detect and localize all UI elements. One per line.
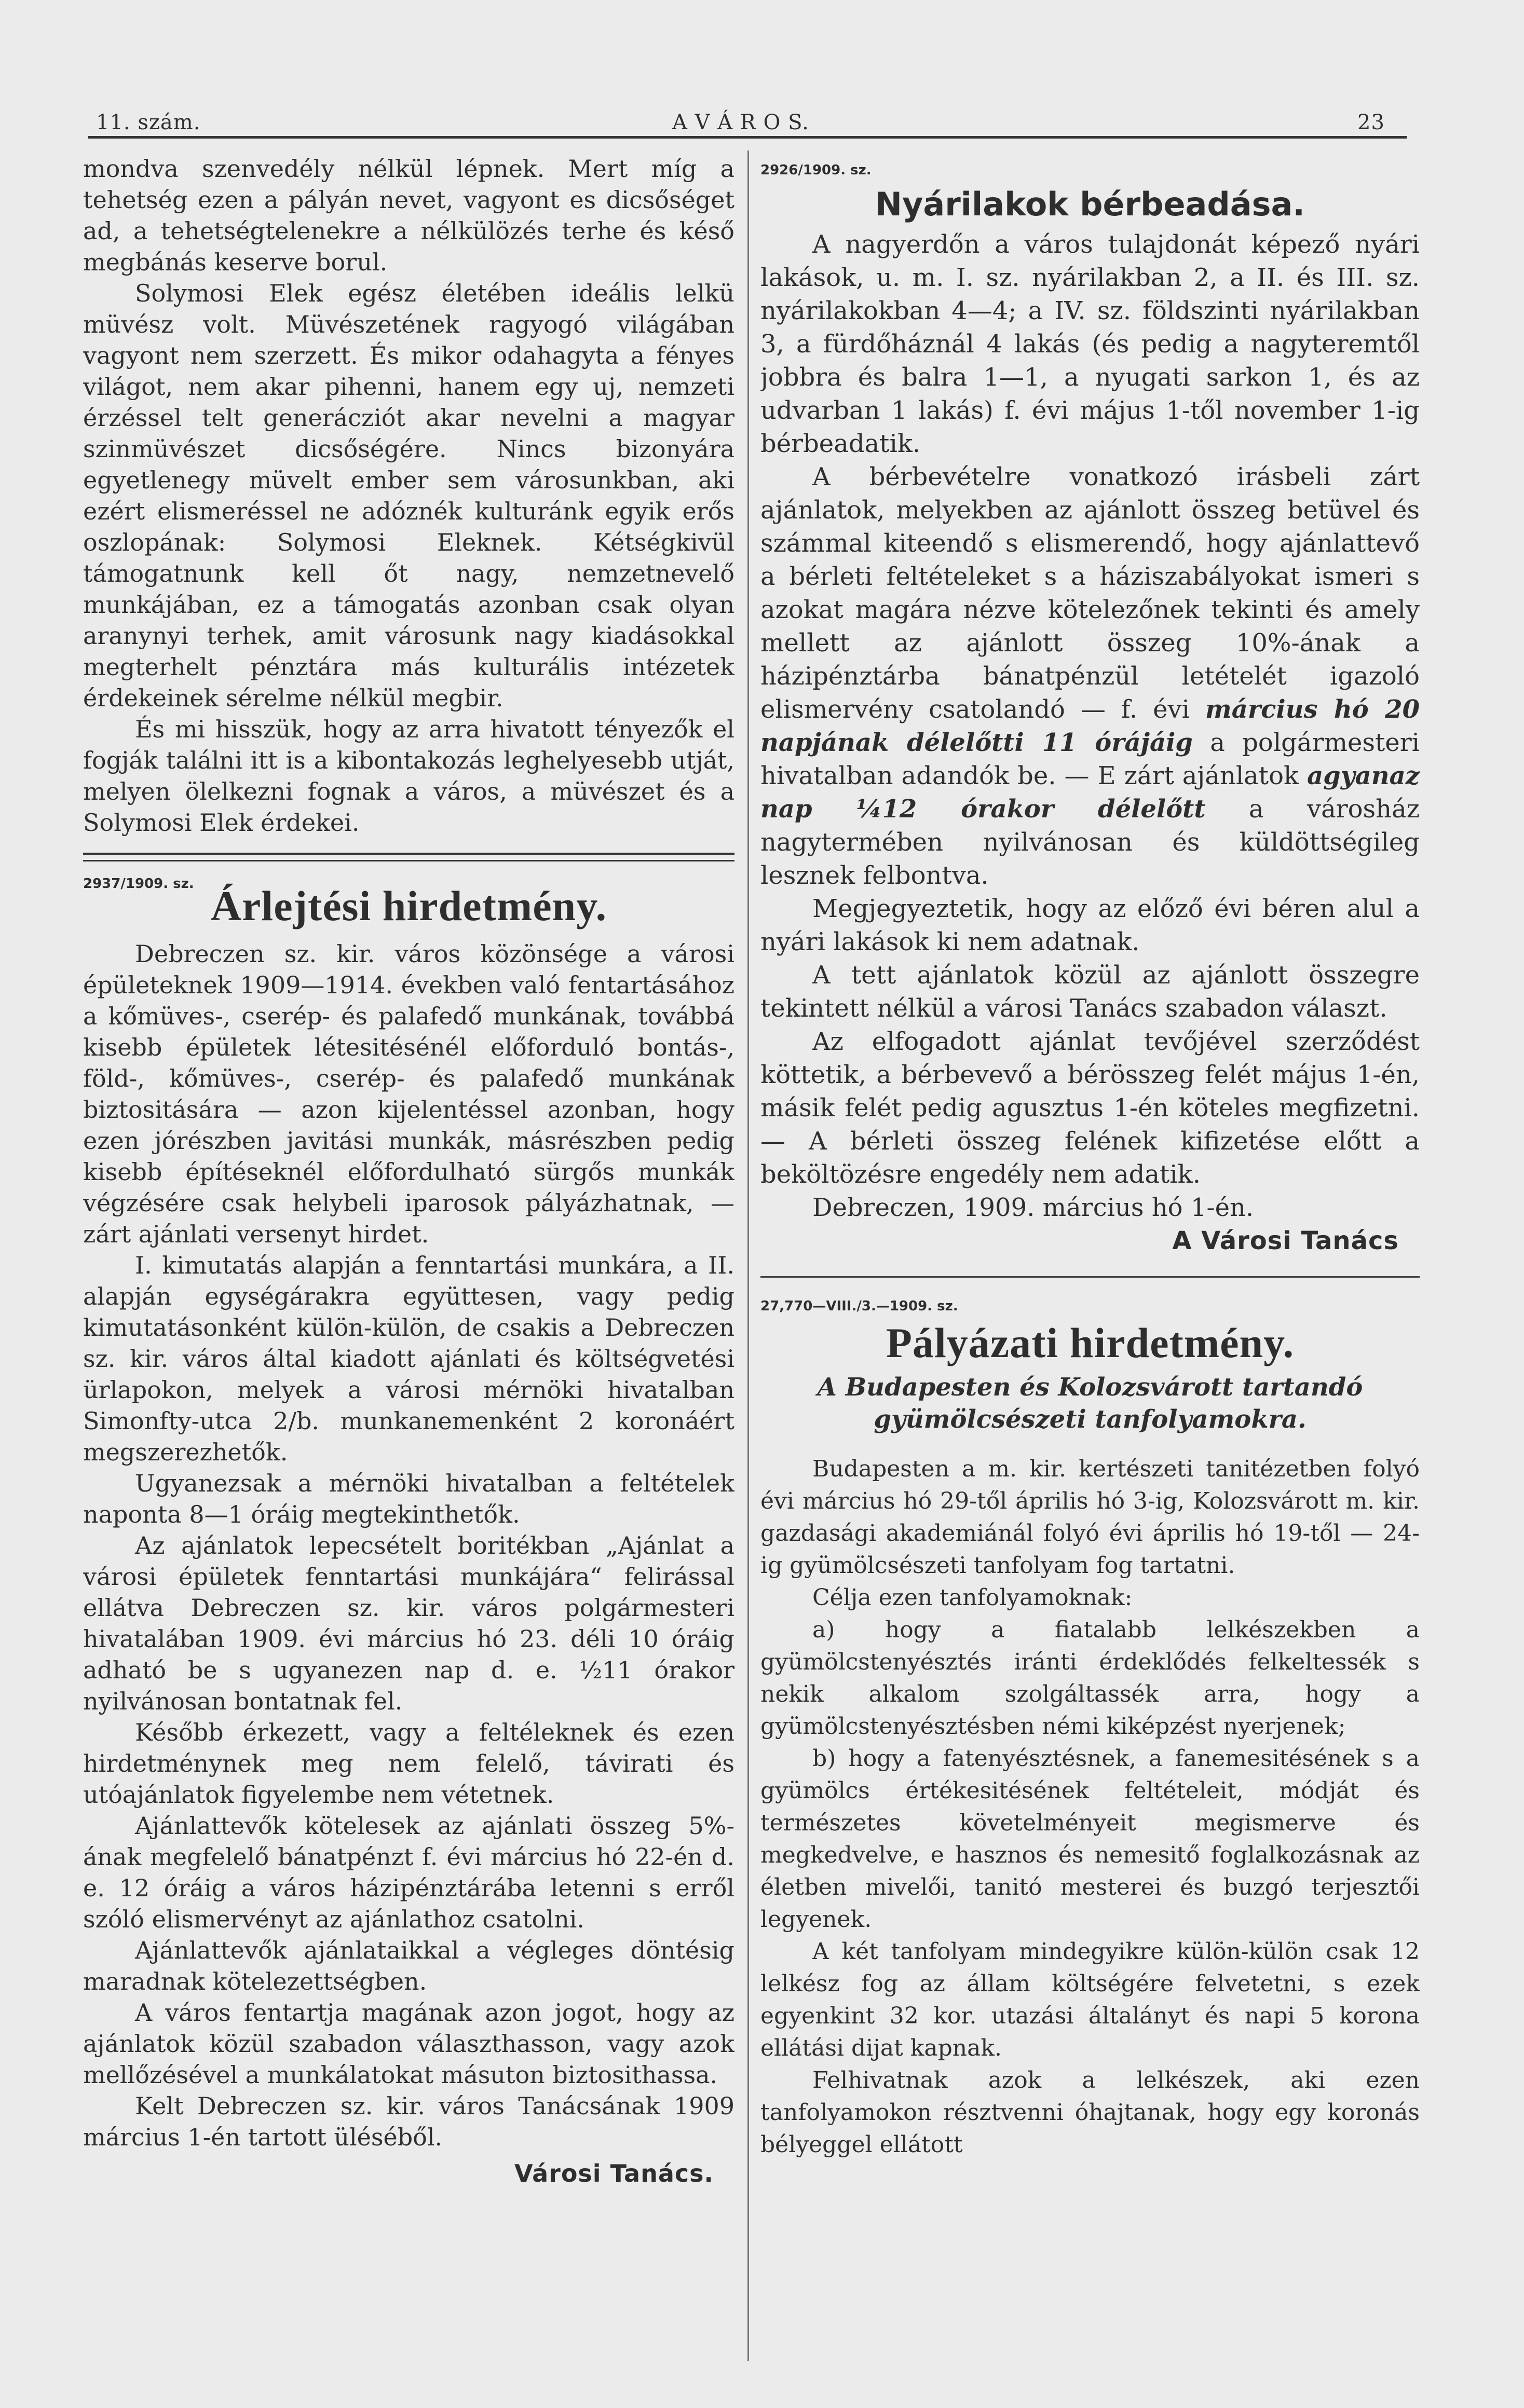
notice-body <box>83 938 734 2189</box>
text-run: A bérbevételre vonatkozó irásbeli zárt ajánlatok, melyekben az ajánlott összeg betüvel és számmal kiteendő s elismerendő, hogy ajánlattevő a bérleti feltételeket s a háziszabályokat ismeri s azokat magára nézve kötelezőnek tekinti és amely mellett az ajánlott összeg 10%-ának a házipénztárba bánatpénzül letételét igazoló elismervény csatolandó — f. évi <box>760 462 1420 724</box>
paragraph <box>760 460 1420 892</box>
paragraph: Célja ezen tanfolyamoknak: <box>812 1584 1133 1611</box>
notice-body <box>760 1453 1420 2161</box>
paragraph: A város fentartja magának azon jogot, hogy az ajánlatok közül szabadon választhasson, vagy azok mellőzésével a munkálatokat másuton biztosithassa. <box>83 1999 734 2089</box>
paragraph: A nagyerdőn a város tulajdonát képező nyári lakások, u. m. I. sz. nyárilakban 2, a II. és III. sz. nyárilakokban 4—4; a IV. sz. földszinti nyárilakban 3, a fürdőháznál 4 lakás (és pedig a nagyteremtől jobbra és balra 1—1, a nyugati sarkon 1, és az udvarban 1 lakás) f. évi május 1-től november 1-ig bérbeadatik. <box>760 230 1420 458</box>
right-column <box>760 153 1420 2161</box>
paragraph: b) hogy a fatenyésztésnek, a fanemesitésének s a gyümölcs értékesitésének feltételeit, módját és természetes követelményeit megismerve és megkedvelve, e hasznos és nemesitő foglalkozásnak az életben mivelői, tanitó mesterei és buzgó terjesztői legyenek. <box>760 1745 1420 1933</box>
section-rule <box>83 853 734 861</box>
text-run: a polgármesteri hivatalban adandók be. — E zárt ajánlatok <box>760 728 1420 790</box>
paragraph: Megjegyeztetik, hogy az előző évi béren alul a nyári lakások ki nem adatnak. <box>760 894 1420 956</box>
page-number: 23 <box>1357 111 1385 134</box>
paragraph: Ugyanezsak a mérnöki hivatalban a feltételek naponta 8—1 óráig megtekinthetők. <box>83 1469 734 1528</box>
notice-title: Pályázati hirdetmény. <box>886 1319 1295 1366</box>
paragraph: Debreczen, 1909. március hó 1-én. <box>812 1193 1254 1222</box>
text-run: a városház nagytermében nyilvánosan és küldöttségileg lesznek felbontva. <box>760 795 1420 890</box>
signature: A Városi Tanács <box>1172 1226 1399 1255</box>
reference-number: 2937/1909. sz. <box>83 876 194 892</box>
paragraph: Felhivatnak azok a lelkészek, aki ezen tanfolyamokon résztvenni óhajtanak, hogy egy koronás bélyeggel ellátott <box>760 2067 1420 2158</box>
paragraph: I. kimutatás alapján a fenntartási munkára, a II. alapján egységárakra együttesen, vagy pedig kimutatásonként külön-külön, de csakis a Debreczen sz. kir. város által kiadott ajánlati és költségvetési ürlapokon, melyek a városi mérnöki hivatalban Simonfty-utca 2/b. munkanemenként 2 koronáért megszerezhetők. <box>83 1251 734 1466</box>
paragraph: És mi hisszük, hogy az arra hivatott tényezők el fogják találni itt is a kibontakozás leghelyesebb utját, melyen ölelkezni fognak a város, a müvészet és a Solymosi Elek érdekei. <box>83 715 734 837</box>
notice-subtitle: A Budapesten és Kolozsvárott tartandó gyümölcsészeti tanfolyamokra. <box>817 1373 1363 1434</box>
paragraph: A két tanfolyam mindegyikre külön-külön csak 12 lelkész fog az állam költségére felvetetni, s ezek egyenkint 32 kor. utazási általányt és napi 5 korona ellátási dijat kapnak. <box>760 1938 1420 2061</box>
paragraph: Az ajánlatok lepecsételt boritékban „Ajánlat a városi épületek fenntartási munkájára“ felirással ellátva Debreczen sz. kir. város polgármesteri hivatalában 1909. évi március hó 23. déli 10 óráig adható be s ugyanezen nap d. e. ½11 órakor nyilvánosan bontatnak fel. <box>83 1531 734 1715</box>
header-rule <box>88 136 1407 139</box>
paragraph: Ajánlattevők kötelesek az ajánlati összeg 5%-ának megfelelő bánatpénzt f. évi március hó 22-én d. e. 12 óráig a város házipénztárába letenni s erről szóló elismervényt az ajánlathoz csatolni. <box>83 1812 734 1933</box>
section-rule <box>760 1276 1420 1278</box>
paragraph: Ajánlattevők ajánlataikkal a végleges döntésig maradnak kötelezettségben. <box>83 1936 734 1995</box>
reference-number: 27,770—VIII./3.—1909. sz. <box>760 1298 958 1314</box>
paragraph: Később érkezett, vagy a feltéleknek és ezen hirdetménynek meg nem felelő, távirati és utóajánlatok figyelembe nem vétetnek. <box>83 1718 734 1809</box>
article-continued <box>83 153 734 838</box>
paragraph: mondva szenvedély nélkül lépnek. Mert míg a tehetség ezen a pályán nevet, vagyont es dicsőséget ad, a tehetségtelenekre a nélkülözés terhe és késő megbánás keserve borul. <box>83 155 734 276</box>
arlejtes-notice <box>83 876 734 2189</box>
journal-name: A V Á R O S. <box>672 111 809 134</box>
paragraph: Kelt Debreczen sz. kir. város Tanácsának 1909 március 1-én tartott üléséből. <box>83 2092 734 2151</box>
emphasis-deadline: március hó 20 napjának délelőtti 11 órájáig <box>760 695 1420 757</box>
paragraph: A tett ajánlatok közül az ajánlott összegre tekintett nélkül a városi Tanács szabadon választ. <box>760 961 1420 1023</box>
notice-body <box>760 228 1420 1257</box>
notice-title: Nyárilakok bérbeadása. <box>875 185 1305 223</box>
paragraph: Az elfogadott ajánlat tevőjével szerződést köttetik, a bérbevevő a bérösszeg felét május 1-én, másik felét pedig agusztus 1-én köteles megfizetni. — A bérleti összeg felének kifizetése előtt a beköltözésre engedély nem adatik. <box>760 1027 1420 1189</box>
issue-number: 11. szám. <box>96 111 201 134</box>
reference-number: 2926/1909. sz. <box>760 162 872 178</box>
left-column <box>83 153 734 2189</box>
paragraph: Solymosi Elek egész életében ideális lelkü müvész volt. Müvészetének ragyogó világában vagyont nem szerzett. És mikor odahagyta a fényes világot, nem akar pihenni, hanem egy uj, nemzeti érzéssel telt generácziót akar nevelni a magyar szinmüvészet dicsőségére. Nincs bizonyára egyetlenegy müvelt ember sem városunkban, aki ezért elismeréssel ne adóznék kulturánk egyik erős oszlopának: Solymosi Eleknek. Kétségkivül támogatnunk kell őt nagy, nemzetnevelő munkájában, ez a támogatás azonban csak olyan aranynyi terhek, amit városunk nagy kiadásokkal megterhelt pénztára más kulturális intézetek érdekeinek sérelme nélkül megbir. <box>83 279 734 712</box>
signature: Városi Tanács. <box>514 2159 714 2187</box>
emphasis-opening-time: agyanaz nap ¼12 órakor délelőtt <box>760 761 1420 824</box>
palyazati-notice <box>760 1298 1420 2161</box>
paragraph: Debreczen sz. kir. város közönsége a városi épületeknek 1909—1914. években való fentartásához a kőmüves-, cserép- és palafedő munkának, továbbá kisebb épületek létesitésénél előforduló bontás-, föld-, kőmüves-, cserép- és palafedő munkának biztositására — azon kijelentéssel azonban, hogy ezen jórészben javitási munkák, másrészben pedig kisebb építéseknél előfordulható sürgős munkák végzésére csak helybeli iparosok pályázhatnak, — zárt ajánlati versenyt hirdet. <box>83 940 734 1248</box>
notice-title: Árlejtési hirdetmény. <box>210 882 607 929</box>
paragraph: Budapesten a m. kir. kertészeti tanitézetben folyó évi március hó 29-től április hó 3-ig, Kolozsvárott m. kir. gazdasági akademiánál folyó évi április hó 19-től — 24-ig gyümölcsészeti tanfolyam fog tartatni. <box>760 1456 1420 1579</box>
column-divider <box>747 150 749 2361</box>
nyarilakok-notice <box>760 162 1420 1257</box>
paragraph: a) hogy a fiatalabb lelkészekben a gyümölcstenyésztés iránti érdeklődés felkeltessék s nekik alkalom szolgáltassék arra, hogy a gyümölcstenyésztésben némi kiképzést nyerjenek; <box>760 1617 1420 1740</box>
running-header <box>96 106 1404 138</box>
